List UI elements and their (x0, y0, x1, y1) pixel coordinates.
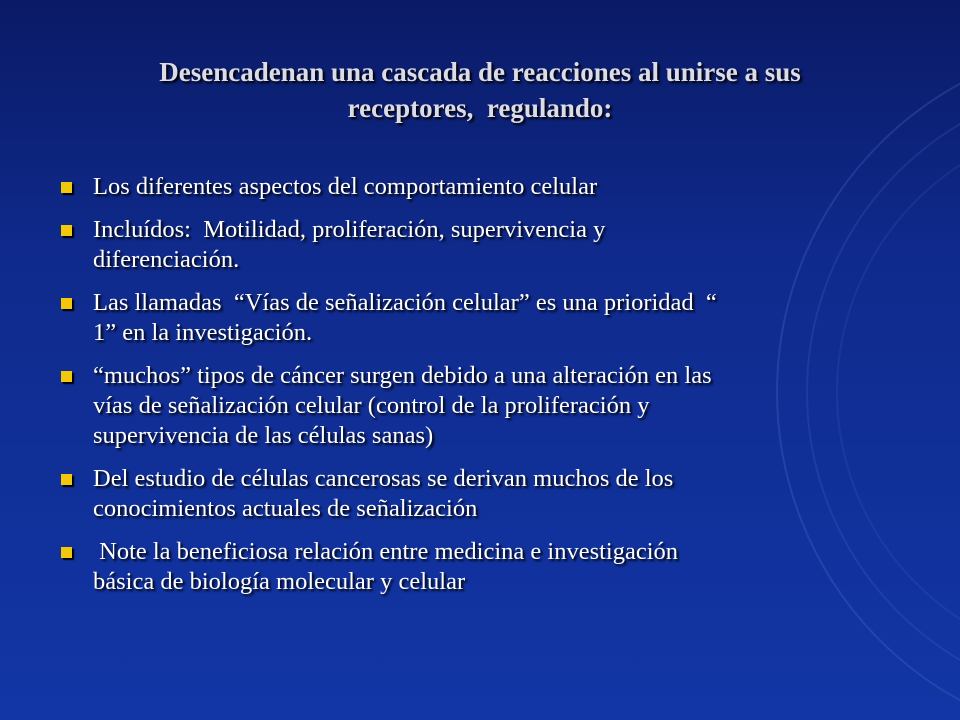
bullet-text-line: Del estudio de células cancerosas se derivan muchos de los (93, 465, 674, 492)
bullet-text-line: diferenciación. (93, 246, 240, 273)
bullet-text-line: “muchos” tipos de cáncer surgen debido a una alteración en las (93, 362, 712, 389)
bullet-item (58, 537, 908, 597)
slide-title (60, 54, 900, 126)
square-bullet-icon (61, 371, 72, 382)
bullet-text-line: básica de biología molecular y celular (93, 568, 466, 595)
title-line: receptores, regulando: (347, 93, 613, 123)
bullet-text-line: Note la beneficiosa relación entre medicina e investigación (93, 538, 679, 565)
square-bullet-icon (61, 225, 72, 236)
bullet-list (58, 172, 908, 610)
bullet-text-line: Los diferentes aspectos del comportamiento celular (93, 173, 598, 200)
title-line: Desencadenan una cascada de reacciones al unirse a sus (159, 57, 801, 87)
bullet-item (58, 361, 908, 451)
bullet-item (58, 464, 908, 524)
square-bullet-icon (61, 182, 72, 193)
bullet-text-line: vías de señalización celular (control de la proliferación y (93, 392, 650, 419)
bullet-item (58, 215, 908, 275)
bullet-text-line: 1” en la investigación. (93, 319, 313, 346)
bullet-text-line: Incluídos: Motilidad, proliferación, supervivencia y (93, 216, 606, 243)
square-bullet-icon (61, 474, 72, 485)
bullet-item (58, 172, 908, 202)
square-bullet-icon (61, 298, 72, 309)
bullet-text-line: conocimientos actuales de señalización (93, 495, 478, 522)
bullet-item (58, 288, 908, 348)
bullet-text-line: supervivencia de las células sanas) (93, 422, 434, 449)
square-bullet-icon (61, 547, 72, 558)
bullet-text-line: Las llamadas “Vías de señalización celular” es una prioridad “ (93, 289, 717, 316)
